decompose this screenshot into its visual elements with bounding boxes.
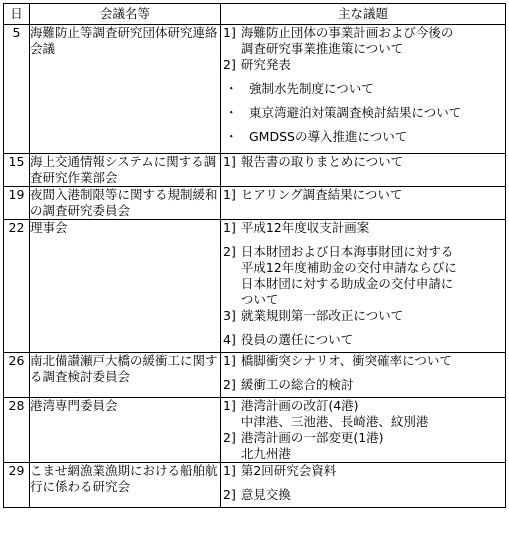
meeting-name: 夜間入港制限等に関する規制緩和の調査研究委員会 xyxy=(30,187,221,220)
topic-number: 1] xyxy=(223,25,236,40)
topic-text xyxy=(241,244,505,308)
topic-text xyxy=(241,154,505,174)
meeting-name: 理事会 xyxy=(30,220,221,353)
topic-number: 2] xyxy=(223,487,236,502)
topic-number: 4] xyxy=(223,332,236,347)
meeting-topics xyxy=(221,154,506,187)
table-body xyxy=(4,25,506,508)
table-row xyxy=(4,220,506,353)
topic-line: 平成12年度収支計画案 xyxy=(240,220,370,235)
meeting-day: 28 xyxy=(4,398,30,463)
topic-item xyxy=(221,487,505,507)
topic-text xyxy=(241,308,505,332)
topic-number: 1] xyxy=(223,353,236,368)
topic-line: 強制水先制度について xyxy=(249,81,374,96)
topic-text xyxy=(241,25,505,57)
topic-item xyxy=(221,154,505,174)
topic-text xyxy=(241,332,505,352)
topic-item xyxy=(221,308,505,332)
meeting-schedule-table xyxy=(3,3,506,508)
header-day: 日 xyxy=(4,4,30,25)
topic-line: 役員の選任について xyxy=(240,332,354,347)
topic-text xyxy=(249,81,505,105)
topic-line: 緩衝工の総合的検討 xyxy=(240,377,354,392)
topic-text xyxy=(241,463,505,487)
bullet-marker: ・ xyxy=(225,105,238,120)
topic-line: 報告書の取りまとめについて xyxy=(240,154,404,169)
meeting-day: 19 xyxy=(4,187,30,220)
table-row xyxy=(4,463,506,508)
sub-topic-item xyxy=(221,81,505,105)
table-row xyxy=(4,353,506,398)
topic-text xyxy=(241,430,505,462)
topic-line: 日本財団および日本海事財団に対する xyxy=(240,244,454,259)
meeting-topics xyxy=(221,220,506,353)
meeting-name: 南北備讃瀬戸大橋の緩衝工に関する調査検討委員会 xyxy=(30,353,221,398)
bullet-marker: ・ xyxy=(225,81,238,96)
topic-text xyxy=(241,487,505,507)
topic-item xyxy=(221,187,505,207)
table-row xyxy=(4,154,506,187)
topic-line: 意見交換 xyxy=(240,487,291,502)
topic-item xyxy=(221,398,505,430)
topic-number: 3] xyxy=(223,308,236,323)
topic-number: 2] xyxy=(223,377,236,392)
topic-line: 研究発表 xyxy=(240,57,291,72)
topic-text xyxy=(241,220,505,244)
topic-line: ヒアリング調査結果について xyxy=(240,187,403,202)
topic-number: 2] xyxy=(223,57,236,72)
topic-line: GMDSSの導入推進について xyxy=(249,129,408,144)
topic-number: 1] xyxy=(223,463,236,478)
meeting-topics xyxy=(221,25,506,154)
header-meeting: 会議名等 xyxy=(30,4,221,25)
topic-text xyxy=(241,353,505,377)
sub-topic-item xyxy=(221,129,505,153)
topic-line: 中津港、三池港、長崎港、紋別港 xyxy=(240,414,429,429)
meeting-day: 22 xyxy=(4,220,30,353)
topic-line: 東京湾避泊対策調査検討結果について xyxy=(249,105,462,120)
meeting-name: 海上交通情報システムに関する調査研究作業部会 xyxy=(30,154,221,187)
bullet-marker: ・ xyxy=(225,129,238,144)
header-topics: 主な議題 xyxy=(221,4,506,25)
sub-topic-item xyxy=(221,105,505,129)
topic-line: 第2回研究会資料 xyxy=(240,463,337,478)
topic-item xyxy=(221,244,505,308)
meeting-topics xyxy=(221,187,506,220)
table-header-row xyxy=(4,4,506,25)
topic-item xyxy=(221,332,505,352)
topic-number: 2] xyxy=(223,244,236,259)
topic-number: 1] xyxy=(223,220,236,235)
topic-item xyxy=(221,25,505,57)
topic-number: 1] xyxy=(223,154,236,169)
table-row xyxy=(4,187,506,220)
topic-line: ついて xyxy=(240,292,279,307)
topic-text xyxy=(241,187,505,207)
meeting-topics xyxy=(221,398,506,463)
topic-item xyxy=(221,377,505,397)
topic-number: 1] xyxy=(223,187,236,202)
topic-text xyxy=(249,129,505,153)
meeting-topics xyxy=(221,463,506,508)
meeting-name: こませ網漁業漁期における船舶航行に係わる研究会 xyxy=(30,463,221,508)
topic-text xyxy=(241,398,505,430)
topic-item xyxy=(221,353,505,377)
meeting-topics xyxy=(221,353,506,398)
topic-line: 平成12年度補助金の交付申請ならびに xyxy=(240,260,457,275)
topic-number: 1] xyxy=(223,398,236,413)
topic-line: 就業規則第一部改正について xyxy=(240,308,404,323)
topic-line: 橋脚衝突シナリオ、衝突確率について xyxy=(240,353,452,368)
meeting-day: 26 xyxy=(4,353,30,398)
topic-line: 港湾計画の改訂(4港) xyxy=(240,398,359,413)
meeting-day: 29 xyxy=(4,463,30,508)
meeting-day: 15 xyxy=(4,154,30,187)
meeting-name: 海難防止等調査研究団体研究連絡会議 xyxy=(30,25,221,154)
topic-item xyxy=(221,463,505,487)
topic-number: 2] xyxy=(223,430,236,445)
table-row xyxy=(4,398,506,463)
topic-text xyxy=(241,377,505,397)
topic-item xyxy=(221,57,505,81)
topic-line: 北九州港 xyxy=(240,446,291,461)
topic-text xyxy=(249,105,505,129)
topic-line: 港湾計画の一部変更(1港) xyxy=(240,430,384,445)
topic-item xyxy=(221,220,505,244)
topic-item xyxy=(221,430,505,462)
topic-line: 調査研究事業推進策について xyxy=(240,41,404,56)
table-row xyxy=(4,25,506,154)
topic-line: 海難防止団体の事業計画および今後の xyxy=(240,25,454,40)
topic-text xyxy=(241,57,505,81)
meeting-day: 5 xyxy=(4,25,30,154)
meeting-name: 港湾専門委員会 xyxy=(30,398,221,463)
topic-line: 日本財団に対する助成金の交付申請に xyxy=(240,276,454,291)
